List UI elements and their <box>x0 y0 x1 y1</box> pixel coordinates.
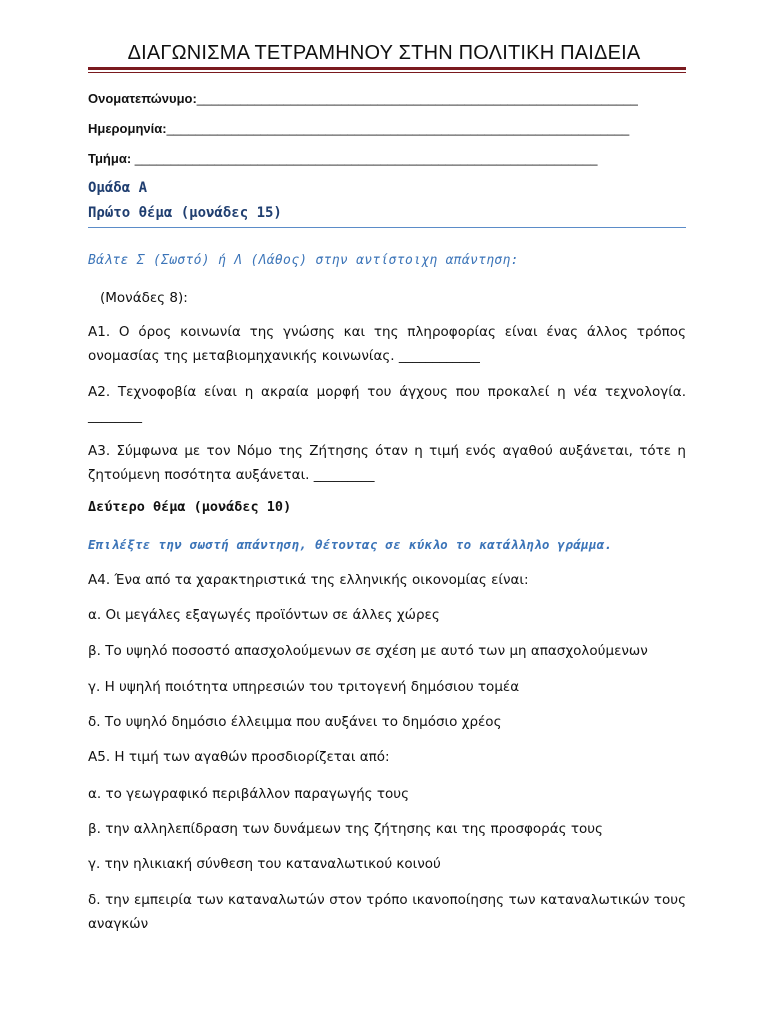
second-topic-heading: Δεύτερο θέμα (μονάδες 10) <box>88 499 292 515</box>
true-false-instruction: Βάλτε Σ (Σωστό) ή Λ (Λάθος) στην αντίστοιχη απάντηση: <box>88 253 519 268</box>
title-divider <box>88 67 686 70</box>
question-a5: Α5. Η τιμή των αγαθών προσδιορίζεται από: <box>88 749 390 765</box>
question-a4: Α4. Ένα από τα χαρακτηριστικά της ελληνικής οικονομίας είναι: <box>88 572 529 588</box>
a4-option: α. Οι μεγάλες εξαγωγές προϊόντων σε άλλες χώρες <box>88 607 440 623</box>
date-label: Ημερομηνία: <box>88 121 167 136</box>
class-label: Τμήμα: <box>88 151 132 166</box>
multiple-choice-instruction: Επιλέξτε την σωστή απάντηση, θέτοντας σε κύκλο το κατάλληλο γράμμα. <box>88 537 613 552</box>
question-a3: Α3. Σύμφωνα με τον Νόμο της Ζήτησης όταν η τιμή ενός αγαθού αυξάνεται, τότε η ζητούμενη ποσότητα αυξάνεται. _________ <box>88 443 686 483</box>
group-title: Ομάδα Α <box>88 180 148 196</box>
a5-option: α. το γεωγραφικό περιβάλλον παραγωγής τους <box>88 786 410 802</box>
a4-option: β. Το υψηλό ποσοστό απασχολούμενων σε σχέση με αυτό των μη απασχολούμενων <box>88 643 648 659</box>
title-divider-thin <box>88 72 686 73</box>
exam-title: ΔΙΑΓΩΝΙΣΜΑ ΤΕΤΡΑΜΗΝΟΥ ΣΤΗΝ ΠΟΛΙΤΙΚΗ ΠΑΙΔΕΙΑ <box>127 42 641 64</box>
a5-option: γ. την ηλικιακή σύνθεση του καταναλωτικού κοινού <box>88 856 441 872</box>
a4-option: δ. Το υψηλό δημόσιο έλλειμμα που αυξάνει το δημόσιο χρέος <box>88 714 502 730</box>
heading-divider <box>88 227 686 228</box>
question-a1: Α1. Ο όρος κοινωνία της γνώσης και της πληροφορίας είναι ένας άλλος τρόπος ονομασίας της μεταβιομηχανικής κοινωνίας. ____________ <box>88 324 686 364</box>
a5-option: β. την αλληλεπίδραση των δυνάμεων της ζήτησης και της προσφοράς τους <box>88 821 603 837</box>
a5-option: δ. την εμπειρία των καταναλωτών στον τρόπο ικανοποίησης των καταναλωτικών τους αναγκών <box>88 892 686 932</box>
class-line: ________________________________________________________________ <box>131 151 598 166</box>
a4-option: γ. Η υψηλή ποιότητα υπηρεσιών του τριτογενή δημόσιου τομέα <box>88 679 520 695</box>
points-note: (Μονάδες 8): <box>100 290 188 306</box>
name-label: Ονοματεπώνυμο: <box>88 91 197 106</box>
question-a2: Α2. Τεχνοφοβία είναι η ακραία μορφή του άγχους που προκαλεί η νέα τεχνολογία. ________ <box>88 384 686 424</box>
first-topic-heading: Πρώτο θέμα (μονάδες 15) <box>88 205 282 221</box>
name-line: _____________________________________________________________ <box>196 91 638 106</box>
name-field <box>88 91 686 106</box>
date-line: ________________________________________________________________ <box>166 121 630 136</box>
date-field <box>88 121 686 136</box>
class-field <box>88 151 686 166</box>
